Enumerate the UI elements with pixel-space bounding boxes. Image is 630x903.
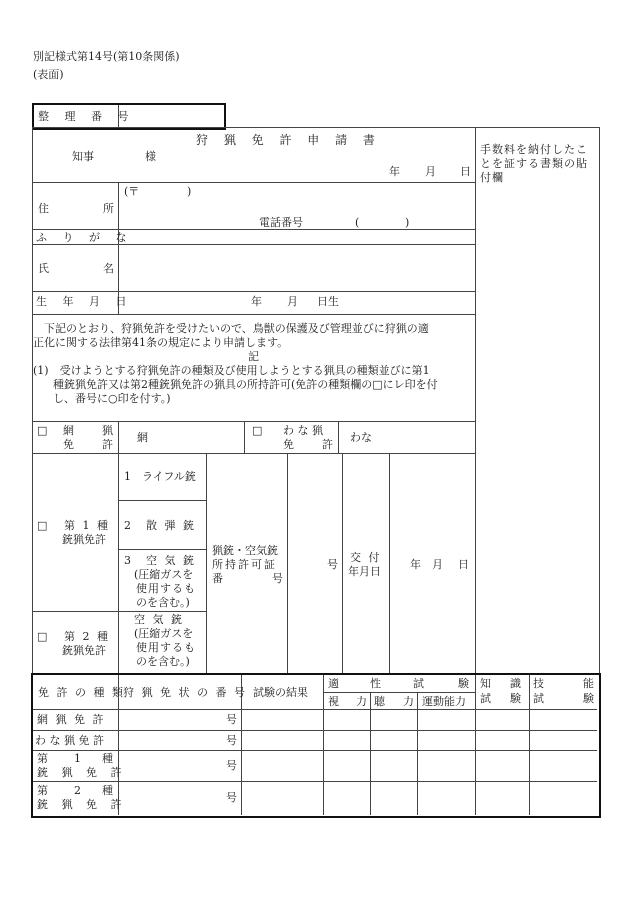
form-side: (表面) (33, 68, 64, 81)
birth-day-label: 日生 (317, 295, 339, 308)
shotgun-option[interactable]: 2 散 弾 銃 (124, 519, 196, 532)
row-gun2-type-a-2: 種 (102, 784, 113, 797)
row-net-suffix: 号 (226, 713, 237, 726)
row-trap-license-type: わ な 猟 免 許 (35, 734, 104, 747)
reference-number-label: 整 理 番 号 (38, 110, 135, 123)
net-license-label-d: 許 (102, 438, 113, 451)
address-label-a: 住 (38, 202, 49, 215)
trap-tool-label: わな (350, 431, 372, 444)
gun1-license-checkbox[interactable]: □ (37, 519, 48, 532)
rifle-option[interactable]: 1 ライフル銃 (124, 470, 196, 483)
statement-line-1: 下記のとおり、狩猟免許を受けたいので、鳥獣の保護及び管理並びに狩猟の適 (44, 322, 429, 335)
row-gun2-suffix: 号 (226, 791, 237, 804)
header-test-result: 試験の結果 (253, 686, 308, 699)
phone-close: ) (405, 216, 410, 229)
header-vision-1: 力 (356, 695, 367, 708)
air-gun2-note-3: のを含む。) (136, 655, 190, 668)
name-label-b: 名 (103, 262, 114, 275)
issue-year-label: 年 (410, 558, 421, 571)
fee-stamp-area-label: 手数料を納付したことを証する書類の貼付欄 (480, 143, 588, 184)
net-license-label-a: 網 (63, 424, 74, 437)
row-gun2-certificate-input[interactable] (120, 783, 220, 812)
header-motor: 運動能力 (422, 695, 466, 708)
governor-label: 知事 (72, 150, 94, 163)
name-label-a: 氏 (38, 262, 49, 275)
form-title: 狩 猟 免 許 申 請 書 (196, 133, 381, 147)
row-gun1-suffix: 号 (226, 759, 237, 772)
statement-line-2: 正化に関する法律第41条の規定により申請します。 (33, 336, 289, 349)
birth-month-label: 月 (287, 295, 298, 308)
row-trap-certificate-input[interactable] (120, 732, 220, 749)
header-skill-2: 試 (533, 692, 544, 705)
statement-item1-line1: (1) 受けようとする狩猟免許の種類及び使用しようとする猟具の種類並びに第1 (33, 364, 430, 377)
header-knowledge-1: 識 (510, 677, 521, 690)
address-label-b: 所 (103, 202, 114, 215)
header-aptitude-1: 性 (370, 677, 381, 690)
net-tool-label: 網 (137, 431, 148, 444)
permit-number-suffix: 号 (327, 558, 338, 571)
trap-license-label-c: 許 (322, 438, 333, 451)
postal-code-close: ) (187, 185, 192, 198)
air-gun2-title[interactable]: 空 気 銃 (134, 613, 184, 626)
statement-item1-line3: し、番号に○印を付す。) (53, 392, 171, 405)
gun1-license-label-b: 銃猟免許 (62, 533, 106, 546)
air-gun2-note-1: (圧縮ガスを (134, 627, 194, 640)
trap-license-checkbox[interactable]: □ (252, 424, 263, 437)
row-net-license-type: 網 猟 免 許 (37, 713, 106, 726)
phone-label: 電話番号 (259, 216, 303, 229)
gun2-license-checkbox[interactable]: □ (37, 630, 48, 643)
phone-open: ( (355, 216, 360, 229)
row-gun1-certificate-input[interactable] (120, 752, 220, 780)
header-knowledge-2: 試 (480, 692, 491, 705)
header-aptitude-2: 試 (413, 677, 424, 690)
row-gun1-type-a-1: 1 (74, 752, 81, 765)
permit-label-2: 所持許可証 (212, 558, 277, 571)
row-gun1-type-b: 銃 猟 免 許 (37, 766, 127, 779)
net-license-label-b: 猟 (102, 424, 113, 437)
header-aptitude-0: 適 (328, 677, 339, 690)
issue-month-label: 月 (432, 558, 443, 571)
trap-license-label-a: わ な 猟 (283, 424, 323, 437)
permit-label-3a: 番 (212, 572, 223, 585)
air-gun-option[interactable]: 3 空 気 銃 (124, 554, 196, 567)
header-skill-0: 技 (533, 677, 544, 690)
postal-code-open: (〒 (124, 185, 140, 198)
row-trap-suffix: 号 (226, 734, 237, 747)
header-skill-3: 験 (583, 692, 594, 705)
name-input[interactable] (120, 245, 474, 290)
permit-label-3b: 号 (272, 572, 283, 585)
row-net-certificate-input[interactable] (120, 711, 220, 729)
header-hearing-0: 聴 (374, 695, 385, 708)
header-license-type: 免 許 の 種 類 (38, 686, 125, 699)
air-gun2-note-2: 使用するも (136, 641, 196, 654)
issue-date-label-2: 年月日 (348, 565, 381, 578)
gun2-license-label-a: 第 2 種 (64, 630, 110, 643)
row-gun1-type-a-2: 種 (102, 752, 113, 765)
row-gun1-type-a-0: 第 (37, 752, 48, 765)
statement-item1-line2: 種銃猟免許又は第2種銃猟免許の猟具の所持許可(免許の種類欄の□にレ印を付 (53, 378, 438, 391)
header-vision-0: 視 (328, 695, 339, 708)
address-input[interactable] (120, 198, 474, 212)
birth-year-label: 年 (251, 295, 262, 308)
header-knowledge-3: 験 (510, 692, 521, 705)
net-license-checkbox[interactable]: □ (37, 424, 48, 437)
statement-ki: 記 (248, 350, 259, 363)
header-certificate-number: 狩 猟 免 状 の 番 号 (123, 686, 247, 699)
header-skill-1: 能 (583, 677, 594, 690)
fee-stamp-area[interactable] (477, 190, 597, 670)
date-day-label: 日 (460, 165, 471, 178)
header-aptitude-3: 験 (458, 677, 469, 690)
air-gun-note-2: 使用するも (136, 582, 196, 595)
gun2-license-label-b: 銃猟免許 (62, 644, 106, 657)
net-license-label-c: 免 (63, 438, 74, 451)
row-gun2-type-b: 銃 猟 免 許 (37, 798, 127, 811)
issue-date-label-1: 交 付 (350, 551, 382, 564)
date-year-label: 年 (389, 165, 400, 178)
issue-day-label: 日 (458, 558, 469, 571)
honorific-label: 様 (145, 150, 156, 163)
form-number: 別記様式第14号(第10条関係) (33, 50, 180, 63)
row-gun2-type-a-1: 2 (74, 784, 81, 797)
permit-label-1: 猟銃・空気銃 (212, 544, 278, 557)
gun1-license-label-a: 第 1 種 (64, 519, 110, 532)
trap-license-label-b: 免 (283, 438, 294, 451)
header-knowledge-0: 知 (480, 677, 491, 690)
header-hearing-1: 力 (403, 695, 414, 708)
furigana-input[interactable] (120, 230, 474, 244)
furigana-label: ふ り が な (36, 231, 133, 244)
birth-date-label: 生 年 月 日 (36, 295, 133, 308)
air-gun-note-1: (圧縮ガスを (134, 568, 194, 581)
row-gun2-type-a-0: 第 (37, 784, 48, 797)
air-gun-note-3: のを含む。) (136, 596, 190, 609)
reference-number-input[interactable] (120, 105, 221, 126)
date-month-label: 月 (425, 165, 436, 178)
